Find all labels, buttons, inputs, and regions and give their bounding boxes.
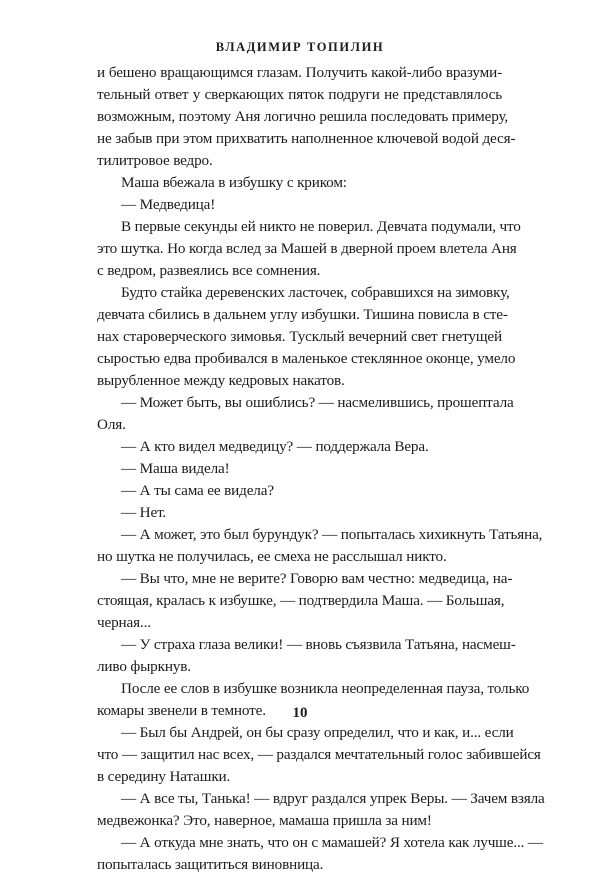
text-line: девчата сбились в дальнем углу избушки. Тишина повисла в сте- [97, 306, 508, 323]
text-line: но шутка не получилась, ее смеха не расслышал никто. [97, 548, 447, 565]
text-line: в середину Наташки. [97, 768, 231, 785]
text-line: тилитровое ведро. [97, 152, 213, 169]
text-line: — Вы что, мне не верите? Говорю вам честно: медведица, на- [121, 570, 513, 587]
page-number: 10 [292, 705, 308, 721]
text-line: не забыв при этом прихватить наполненное ключевой водой деся- [97, 130, 516, 147]
text-line: комары звенели в темноте. [97, 702, 266, 719]
text-line: ливо фыркнув. [97, 658, 191, 675]
text-line: и бешено вращающимся глазам. Получить какой-либо вразуми- [97, 64, 502, 81]
text-line: вырубленное между кедровых накатов. [97, 372, 345, 389]
text-line: медвежонка? Это, наверное, мамаша пришла за ним! [97, 812, 432, 829]
text-line: — Может быть, вы ошиблись? — насмелившись, прошептала [121, 394, 514, 411]
text-line: В первые секунды ей никто не поверил. Девчата подумали, что [121, 218, 521, 235]
text-line: это шутка. Но когда вслед за Машей в дверной проем влетела Аня [97, 240, 517, 257]
text-line: Будто стайка деревенских ласточек, собравшихся на зимовку, [121, 284, 510, 301]
text-line: возможным, поэтому Аня логично решила последовать примеру, [97, 108, 509, 125]
text-line: — Был бы Андрей, он бы сразу определил, что и как, и... если [121, 724, 514, 741]
text-line: с ведром, развеялись все сомнения. [97, 262, 321, 279]
text-line: — Маша видела! [121, 460, 230, 477]
text-line: Оля. [97, 416, 126, 433]
text-line: — А откуда мне знать, что он с мамашей? Я хотела как лучше... — [121, 834, 543, 851]
text-line: — У страха глаза велики! — вновь съязвила Татьяна, насмеш- [121, 636, 516, 653]
text-line: попыталась защититься виновница. [97, 856, 324, 873]
text-line: — Нет. [121, 504, 167, 521]
text-line: что — защитил нас всех, — раздался мечтательный голос забившейся [97, 746, 541, 763]
text-line: нах староверческого зимовья. Тусклый вечерний свет гнетущей [97, 328, 502, 345]
text-line: Маша вбежала в избушку с криком: [121, 174, 347, 191]
body-text [97, 62, 545, 876]
running-title: ВЛАДИМИР ТОПИЛИН [215, 40, 385, 54]
text-line: — А ты сама ее видела? [121, 482, 274, 499]
text-line: — Медведица! [121, 196, 216, 213]
text-line: — А все ты, Танька! — вдруг раздался упрек Веры. — Зачем взяла [121, 790, 545, 807]
text-line: — А кто видел медведицу? — поддержала Вера. [121, 438, 429, 455]
text-line: тельный ответ у сверкающих пяток подруги не представлялось [97, 86, 502, 103]
text-line: — А может, это был бурундук? — попыталась хихикнуть Татьяна, [121, 526, 543, 543]
text-line: черная... [97, 614, 151, 631]
text-line: стоящая, кралась к избушке, — подтвердила Маша. — Большая, [97, 592, 505, 609]
text-line: сыростью едва пробивался в маленькое стеклянное оконце, умело [97, 350, 516, 367]
text-line: После ее слов в избушке возникла неопределенная пауза, только [121, 680, 530, 697]
